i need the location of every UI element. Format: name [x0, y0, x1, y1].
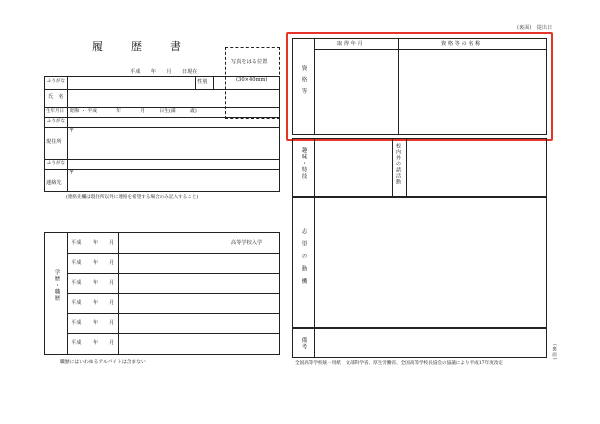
postal-mark-2: 〒 [69, 170, 75, 176]
history-row-1-month: 月 [109, 240, 115, 246]
qualifications-col-date: 取 得 年 月 [337, 41, 363, 47]
hobbies-table [292, 138, 547, 197]
motivation-label: 志望の動機 [300, 228, 307, 291]
contact-label: 連絡先 [46, 180, 62, 186]
history-note: 職歴にはいわゆるアルバイトは含まない [60, 360, 146, 365]
page-title: 履 歴 書 [92, 40, 183, 53]
photo-text-1: 写真をはる位置 [231, 59, 268, 65]
history-side-label: 学歴・職歴 [53, 269, 60, 302]
furigana-label-3: ふりがな [47, 161, 65, 166]
history-row-2-month: 月 [109, 260, 115, 266]
qualifications-side-label: 資格等 [300, 65, 307, 100]
extracurricular-label: 校内外の諸活動 [395, 143, 401, 185]
qualifications-col-name: 資 格 等 の 名 称 [441, 41, 481, 47]
header-right-text: (裏面) 提出日 [517, 25, 553, 31]
birth-label: 生年月日 [46, 109, 64, 114]
history-row-3-month: 月 [109, 280, 115, 286]
furigana-label-1: ふりがな [47, 79, 65, 84]
history-row-1-content: 高等学校入学 [231, 240, 263, 246]
personal-info-table [44, 76, 280, 192]
photo-text-2: (30×40mm) [236, 77, 268, 83]
history-row-4-year: 年 [93, 300, 99, 306]
history-table [44, 232, 280, 355]
name-label: 氏 名 [48, 94, 64, 100]
history-row-2-year: 年 [93, 260, 99, 266]
remarks-table [292, 328, 547, 358]
history-row-6-year: 年 [93, 340, 99, 346]
history-row-1-year: 年 [93, 240, 99, 246]
address-label: 現住所 [46, 139, 62, 145]
remarks-label: 備考 [300, 337, 307, 350]
history-row-6-month: 月 [109, 340, 115, 346]
postal-mark-1: 〒 [69, 128, 75, 134]
history-row-5-year: 年 [93, 320, 99, 326]
history-row-3-year: 年 [93, 280, 99, 286]
contact-note: (連絡先欄は現住所以外に連絡を希望する場合のみ記入すること) [66, 195, 199, 200]
date-line: 平成 年 月 日現在 [130, 69, 198, 75]
qualifications-highlight [286, 32, 553, 141]
birth-line: 昭和 ・ 平成 年 月 日生(満 歳) [70, 109, 197, 114]
footer-text: 全国高等学校統一用紙 文部科学省、厚生労働省、全国高等学校長協会の協議により平成17年度改定 [295, 361, 503, 366]
side-tag: (裏面) [551, 344, 557, 361]
history-row-4-month: 月 [109, 300, 115, 306]
history-row-6-era: 平成 [71, 340, 82, 346]
history-row-5-month: 月 [109, 320, 115, 326]
gender-label: 性別 [197, 79, 208, 85]
motivation-table [292, 197, 547, 328]
history-row-4-era: 平成 [71, 300, 82, 306]
history-row-1-era: 平成 [71, 240, 82, 246]
hobbies-label: 趣味・特技 [300, 147, 307, 180]
history-row-3-era: 平成 [71, 280, 82, 286]
furigana-label-2: ふりがな [47, 119, 65, 124]
history-row-2-era: 平成 [71, 260, 82, 266]
history-row-5-era: 平成 [71, 320, 82, 326]
